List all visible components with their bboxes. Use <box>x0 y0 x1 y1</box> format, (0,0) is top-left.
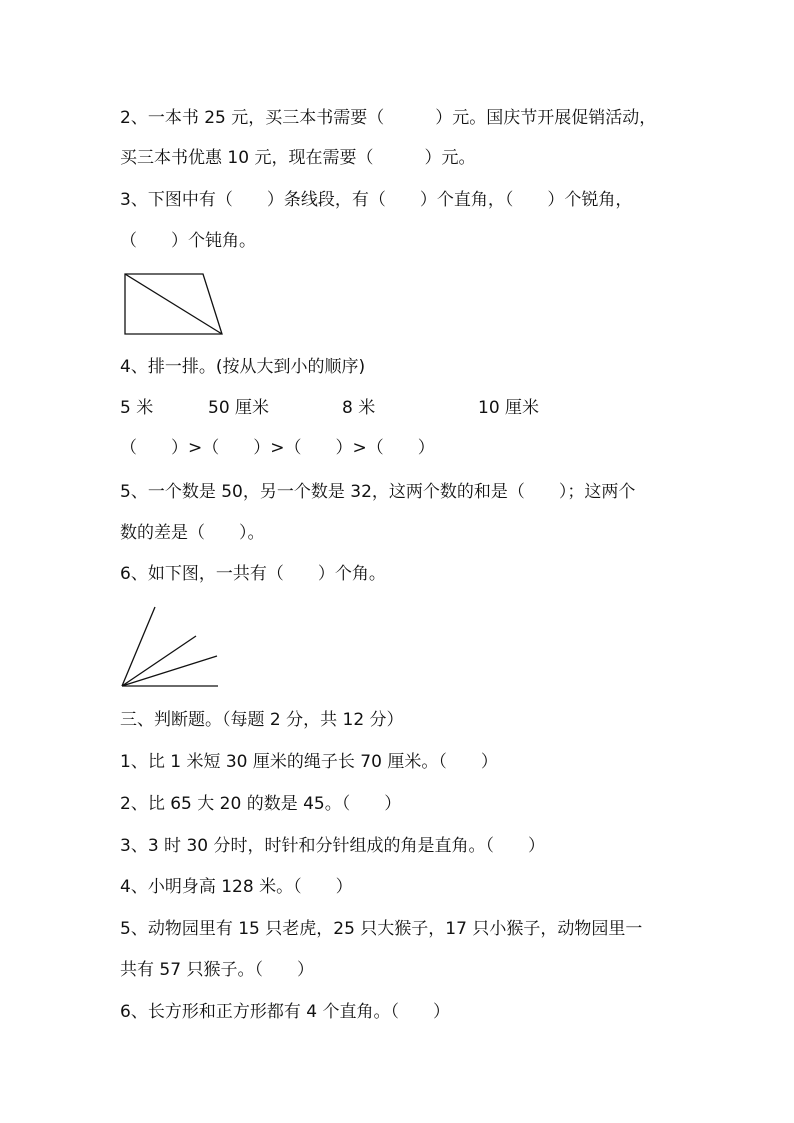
q4-title: 4、排一排。(按从大到小的顺序) <box>120 357 366 377</box>
q4-item-4: 10 厘米 <box>478 398 540 418</box>
q2-line-2: 买三本书优惠 10 元，现在需要（ ）元。 <box>120 148 476 168</box>
q4-answer-blanks: （ ）>（ ）>（ ）>（ ） <box>120 438 435 458</box>
q4-item-3: 8 米 <box>342 398 376 418</box>
judgment-item-5-line-2: 共有 57 只猴子。（ ） <box>120 960 314 980</box>
q5-line-1: 5、一个数是 50，另一个数是 32，这两个数的和是（ ）；这两个 <box>120 482 636 502</box>
q6-line: 6、如下图，一共有（ ）个角。 <box>120 564 386 584</box>
judgment-item-2: 2、比 65 大 20 的数是 45。（ ） <box>120 794 402 814</box>
q5-line-2: 数的差是（ ）。 <box>120 523 265 543</box>
judgment-item-6: 6、长方形和正方形都有 4 个直角。（ ） <box>120 1002 450 1022</box>
q4-item-2: 50 厘米 <box>208 398 270 418</box>
q4-item-1: 5 米 <box>120 398 154 418</box>
judgment-item-3: 3、3 时 30 分时，时针和分针组成的角是直角。（ ） <box>120 836 545 856</box>
angles-figure <box>118 604 228 692</box>
trapezoid-figure <box>120 270 230 340</box>
q2-line-1: 2、一本书 25 元，买三本书需要（ ）元。国庆节开展促销活动， <box>120 108 657 128</box>
judgment-heading: 三、判断题。（每题 2 分，共 12 分） <box>120 710 404 730</box>
q3-line-2: （ ）个钝角。 <box>120 231 256 251</box>
judgment-item-4: 4、小明身高 128 米。（ ） <box>120 877 353 897</box>
q3-line-1: 3、下图中有（ ）条线段，有（ ）个直角，（ ）个锐角， <box>120 190 633 210</box>
judgment-item-1: 1、比 1 米短 30 厘米的绳子长 70 厘米。（ ） <box>120 752 498 772</box>
q4-items-row <box>120 398 680 418</box>
judgment-item-5-line-1: 5、动物园里有 15 只老虎，25 只大猴子，17 只小猴子，动物园里一 <box>120 919 643 939</box>
